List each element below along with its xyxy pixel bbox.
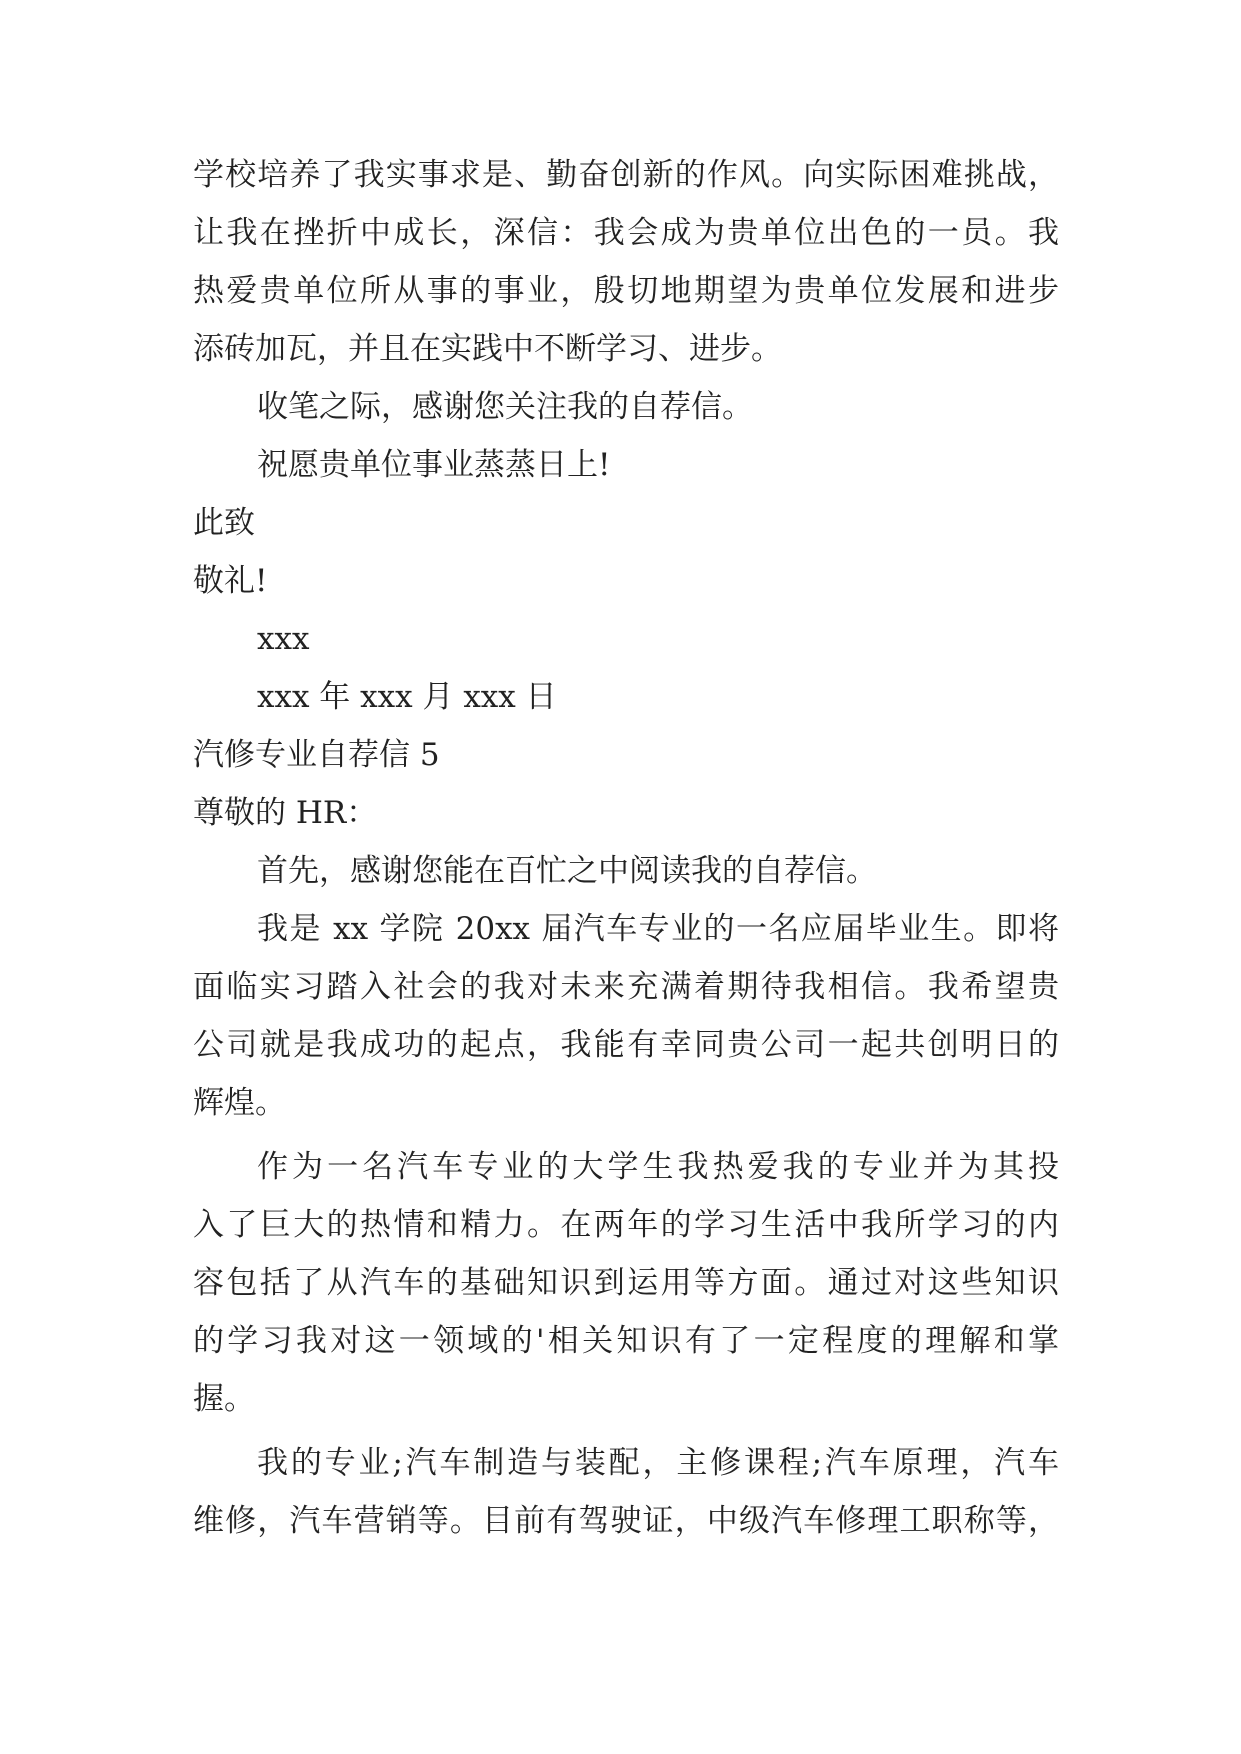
paragraph-intro [193, 900, 1059, 1132]
closing-greeting: 此致 [193, 505, 255, 541]
text-line: 作为一名汽车专业的大学生我热爱我的专业并为其投 [257, 1149, 1059, 1185]
salutation: 尊敬的 HR： [193, 795, 378, 831]
text-line: 维修，汽车营销等。目前有驾驶证，中级汽车修理工职称等， [193, 1503, 1059, 1539]
paragraph-study [193, 1138, 1059, 1428]
closing-salute: 敬礼! [193, 563, 268, 599]
date-line: xxx 年 xxx 月 xxx 日 [257, 679, 557, 715]
wish-line: 祝愿贵单位事业蒸蒸日上! [257, 447, 611, 483]
text-line: 让我在挫折中成长，深信：我会成为贵单位出色的一员。我 [193, 215, 1059, 251]
section-title: 汽修专业自荐信 5 [193, 737, 440, 773]
text-line: 添砖加瓦，并且在实践中不断学习、进步。 [193, 331, 782, 367]
text-line: 公司就是我成功的起点，我能有幸同贵公司一起共创明日的 [193, 1027, 1059, 1063]
text-line: 容包括了从汽车的基础知识到运用等方面。通过对这些知识 [193, 1265, 1059, 1301]
text-line: 我的专业;汽车制造与装配，主修课程;汽车原理，汽车 [257, 1445, 1059, 1481]
opening-line: 首先，感谢您能在百忙之中阅读我的自荐信。 [257, 853, 877, 889]
paragraph-major [193, 1434, 1059, 1550]
text-line: 面临实习踏入社会的我对未来充满着期待我相信。我希望贵 [193, 969, 1059, 1005]
text-line: 我是 xx 学院 20xx 届汽车专业的一名应届毕业生。即将 [257, 911, 1059, 947]
thanks-line: 收笔之际，感谢您关注我的自荐信。 [257, 389, 753, 425]
paragraph-school [193, 146, 1059, 378]
text-line: 入了巨大的热情和精力。在两年的学习生活中我所学习的内 [193, 1207, 1059, 1243]
signature: xxx [257, 621, 310, 657]
text-line: 辉煌。 [193, 1085, 286, 1121]
text-line: 握。 [193, 1381, 255, 1417]
text-line: 的学习我对这一领域的'相关知识有了一定程度的理解和掌 [193, 1323, 1059, 1359]
letter-body [193, 146, 1059, 1550]
text-line: 热爱贵单位所从事的事业，殷切地期望为贵单位发展和进步 [193, 273, 1059, 309]
text-line: 学校培养了我实事求是、勤奋创新的作风。向实际困难挑战， [193, 157, 1059, 193]
